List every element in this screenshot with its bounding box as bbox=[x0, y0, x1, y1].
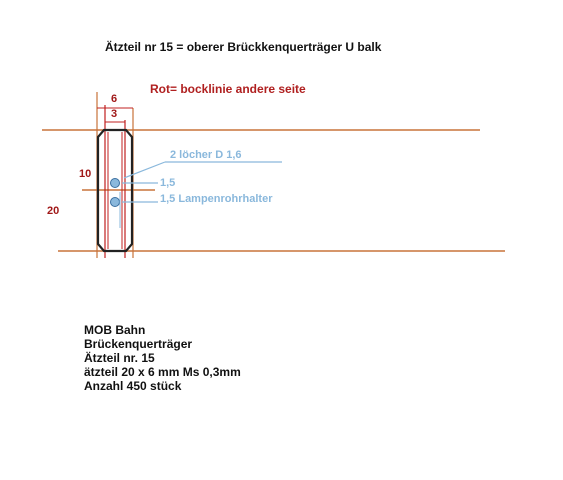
drawing-title: Ätzteil nr 15 = oberer Brückkenquerträger U balk bbox=[105, 40, 382, 54]
info-line-quantity: Anzahl 450 stück bbox=[84, 379, 182, 393]
info-line-dimensions: ätzteil 20 x 6 mm Ms 0,3mm bbox=[84, 365, 241, 379]
info-line-part-number: Ätzteil nr. 15 bbox=[84, 351, 155, 365]
info-line-railway: MOB Bahn bbox=[84, 323, 146, 337]
info-line-part-name: Brückenquerträger bbox=[84, 337, 193, 351]
holes-callout-label: 2 löcher D 1,6 bbox=[170, 149, 242, 161]
dim-label-10: 10 bbox=[79, 168, 92, 180]
holder-callout-label: 1,5 Lampenrohrhalter bbox=[160, 193, 273, 205]
holes-callout-leader bbox=[124, 162, 165, 178]
dim-label-6: 6 bbox=[111, 93, 118, 105]
dim-label-20: 20 bbox=[47, 205, 60, 217]
hole-lower bbox=[111, 198, 120, 207]
part-info-block bbox=[84, 323, 241, 393]
spacing-callout-label: 1,5 bbox=[160, 177, 176, 189]
dim-label-3: 3 bbox=[111, 108, 118, 120]
hole-upper bbox=[111, 179, 120, 188]
red-line-note: Rot= bocklinie andere seite bbox=[150, 82, 306, 96]
